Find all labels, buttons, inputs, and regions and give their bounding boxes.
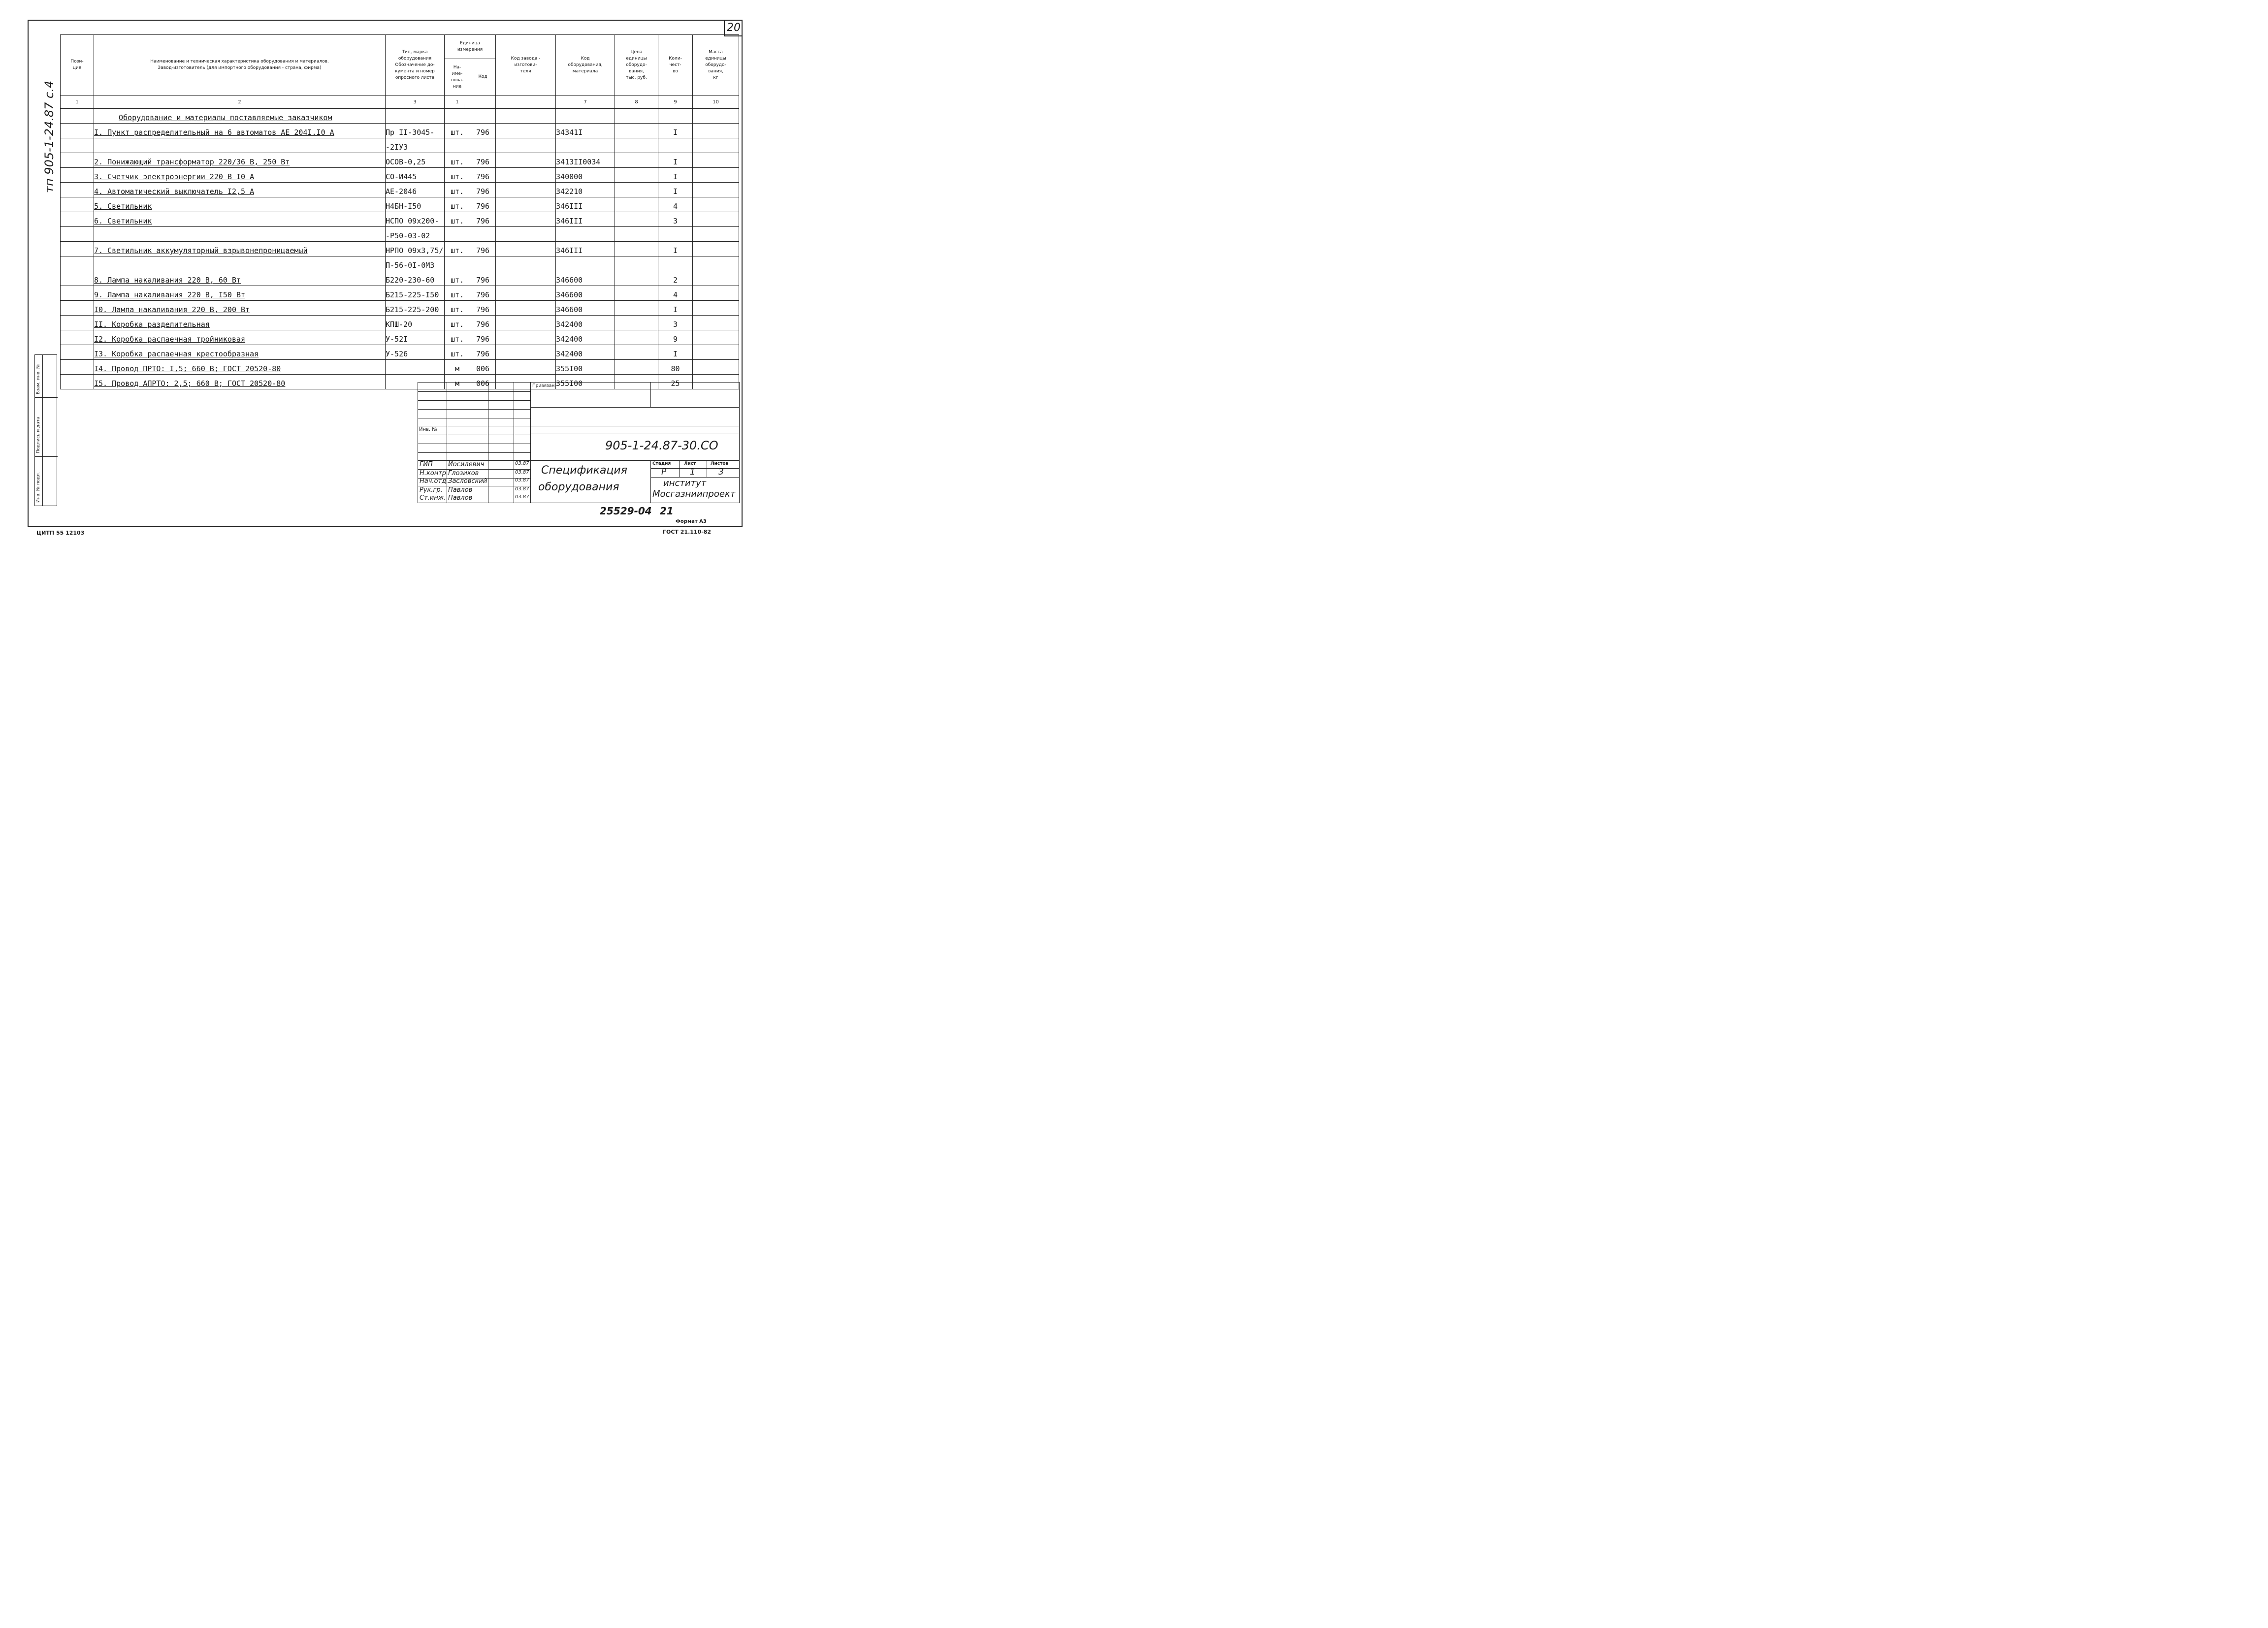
- tb-person-date: 03.87: [515, 478, 529, 483]
- cell-unit-code: 796: [470, 124, 496, 138]
- cell-equipment-code: [556, 138, 615, 153]
- cell-equipment-code: [556, 227, 615, 242]
- cell-unit: шт.: [445, 286, 470, 301]
- cell-plant-code: [496, 286, 556, 301]
- cell-plant-code: [496, 301, 556, 316]
- cell-plant-code: [496, 316, 556, 330]
- tb-stage-value: Р: [661, 467, 667, 477]
- page-number: 21: [660, 505, 674, 517]
- cell-plant-code: [496, 242, 556, 256]
- table-row: [61, 227, 739, 242]
- table-row: [61, 212, 739, 227]
- header-quantity: Коли- чест- во: [658, 35, 693, 96]
- cell-mass: [693, 227, 739, 242]
- header-name-line1: Наименование и техническая характеристика оборудования и материалов.: [150, 59, 329, 64]
- cell-position: [61, 301, 94, 316]
- header-unit-code: Код: [470, 59, 496, 96]
- cell-name: 3. Счетчик электроэнергии 220 В I0 А: [94, 168, 386, 183]
- col-number: 1: [445, 96, 470, 109]
- cell-unit: шт.: [445, 183, 470, 197]
- cell-mass: [693, 256, 739, 271]
- cell-type: Б215-225-I50: [386, 286, 445, 301]
- cell-equipment-code: 342210: [556, 183, 615, 197]
- table-row: [61, 197, 739, 212]
- cell-unit-code: 006: [470, 375, 496, 389]
- cell-type: Н4БН-I50: [386, 197, 445, 212]
- cell-equipment-code: 355I00: [556, 375, 615, 389]
- cell-plant-code: [496, 360, 556, 375]
- tb-org-line2: Мосгазниипроект: [652, 489, 736, 499]
- cell-quantity: I: [658, 168, 693, 183]
- cell-price: [615, 197, 658, 212]
- cell-plant-code: [496, 124, 556, 138]
- tb-person-role: Рук.гр.: [420, 486, 443, 494]
- tb-person-role: Нач.отд.: [420, 478, 449, 485]
- cell-type: Пр II-3045-: [386, 124, 445, 138]
- tb-inv-label: Инв. №: [419, 427, 437, 432]
- cell-unit-code: 796: [470, 330, 496, 345]
- cell-type: Б220-230-60: [386, 271, 445, 286]
- cell-equipment-code: 342400: [556, 316, 615, 330]
- cell-unit: [445, 227, 470, 242]
- cell-name: I5. Провод АПРТО: 2,5; 660 В; ГОСТ 20520-80: [94, 375, 386, 389]
- cell-name: 2. Понижающий трансформатор 220/36 В, 250 Вт: [94, 153, 386, 168]
- cell-quantity: 3: [658, 212, 693, 227]
- cell-type: АЕ-2046: [386, 183, 445, 197]
- cell-equipment-code: 346600: [556, 286, 615, 301]
- cell-position: [61, 153, 94, 168]
- tb-stage-label: Стадия: [652, 461, 671, 466]
- cell-type: Б215-225-200: [386, 301, 445, 316]
- cell-plant-code: [496, 197, 556, 212]
- cell-price: [615, 360, 658, 375]
- cell-unit: м: [445, 360, 470, 375]
- tb-privyazan-label: Привязан: [532, 383, 555, 388]
- cell-plant-code: [496, 227, 556, 242]
- cell-unit-code: 796: [470, 153, 496, 168]
- cell-quantity: 9: [658, 330, 693, 345]
- header-unit-group: Единица измерения: [445, 35, 496, 59]
- tb-org-line1: институт: [663, 478, 707, 488]
- cell-unit: шт.: [445, 242, 470, 256]
- col-number: 10: [693, 96, 739, 109]
- cell-position: [61, 138, 94, 153]
- cell-name: [94, 256, 386, 271]
- col-number: [470, 96, 496, 109]
- tb-person-date: 03.87: [515, 470, 529, 475]
- section-row: [61, 109, 739, 124]
- cell-plant-code: [496, 256, 556, 271]
- header-name-line2: Завод-изготовитель (для импортного оборудования - страна, фирма): [158, 65, 322, 70]
- cell-price: [615, 286, 658, 301]
- header-type: Тип, марка оборудования Обозначение до- кумента и номер опросного листа: [386, 35, 445, 96]
- cell-name: 8. Лампа накаливания 220 В, 60 Вт: [94, 271, 386, 286]
- cell-mass: [693, 197, 739, 212]
- tb-title-line2: оборудования: [538, 481, 619, 493]
- cell-quantity: I: [658, 345, 693, 360]
- header-equipment-code: Код оборудования, материала: [556, 35, 615, 96]
- cell-unit: шт.: [445, 197, 470, 212]
- cell-unit-code: 796: [470, 316, 496, 330]
- title-block: [418, 382, 740, 503]
- tb-title-line1: Спецификация: [541, 464, 627, 477]
- cell-quantity: 4: [658, 286, 693, 301]
- cell-mass: [693, 345, 739, 360]
- tb-person-name: Павлов: [448, 494, 473, 502]
- cell-name: [94, 227, 386, 242]
- cell-equipment-code: 342400: [556, 330, 615, 345]
- cell-unit-code: 006: [470, 360, 496, 375]
- cell-mass: [693, 360, 739, 375]
- cell-price: [615, 330, 658, 345]
- cell-position: [61, 360, 94, 375]
- table-row: [61, 316, 739, 330]
- cell-unit-code: 796: [470, 242, 496, 256]
- cell-price: [615, 227, 658, 242]
- tb-sheets-label: Листов: [711, 461, 729, 466]
- cell-equipment-code: 342400: [556, 345, 615, 360]
- cell-quantity: [658, 256, 693, 271]
- table-row: [61, 242, 739, 256]
- strip-label-inv: Инв. № подл.: [36, 472, 41, 503]
- cell-type: П-56-0I-0М3: [386, 256, 445, 271]
- tb-person-name: Засловский: [448, 478, 487, 485]
- cell-mass: [693, 330, 739, 345]
- table-row: [61, 138, 739, 153]
- tb-person-name: Глозиков: [448, 470, 479, 477]
- cell-position: [61, 316, 94, 330]
- cell-unit-code: 796: [470, 345, 496, 360]
- cell-price: [615, 256, 658, 271]
- cell-mass: [693, 138, 739, 153]
- cell-position: [61, 271, 94, 286]
- cell-name: 6. Светильник: [94, 212, 386, 227]
- cell-name: 5. Светильник: [94, 197, 386, 212]
- table-row: [61, 360, 739, 375]
- cell-name: I3. Коробка распаечная крестообразная: [94, 345, 386, 360]
- header-unit-name: На- име- нова- ние: [445, 59, 470, 96]
- cell-price: [615, 316, 658, 330]
- cell-mass: [693, 242, 739, 256]
- cell-equipment-code: 346III: [556, 242, 615, 256]
- cell-unit: шт.: [445, 330, 470, 345]
- cell-plant-code: [496, 271, 556, 286]
- cell-mass: [693, 316, 739, 330]
- cell-quantity: 4: [658, 197, 693, 212]
- cell-unit: шт.: [445, 168, 470, 183]
- section-title: Оборудование и материалы поставляемые заказчиком: [94, 109, 386, 124]
- cell-plant-code: [496, 138, 556, 153]
- cell-type: НРПО 09х3,75/: [386, 242, 445, 256]
- cell-name: 4. Автоматический выключатель I2,5 А: [94, 183, 386, 197]
- cell-name: 7. Светильник аккумуляторный взрывонепроницаемый: [94, 242, 386, 256]
- cell-unit: шт.: [445, 212, 470, 227]
- sheet-number: 20: [724, 21, 743, 36]
- cell-quantity: I: [658, 301, 693, 316]
- table-row: [61, 124, 739, 138]
- table-row: [61, 271, 739, 286]
- cell-equipment-code: 3413II0034: [556, 153, 615, 168]
- archive-number: 25529-04: [600, 505, 652, 517]
- cell-unit-code: [470, 256, 496, 271]
- cell-type: КПШ-20: [386, 316, 445, 330]
- cell-price: [615, 345, 658, 360]
- tb-person-date: 03.87: [515, 486, 529, 492]
- tb-sheet-label: Лист: [684, 461, 696, 466]
- cell-unit-code: 796: [470, 301, 496, 316]
- cell-equipment-code: 355I00: [556, 360, 615, 375]
- cell-position: [61, 124, 94, 138]
- side-project-code: тп 905-1-24.87 с.4: [42, 80, 56, 193]
- tb-person-name: Павлов: [448, 486, 473, 494]
- cell-mass: [693, 183, 739, 197]
- cell-quantity: 25: [658, 375, 693, 389]
- table-row: [61, 301, 739, 316]
- tb-person-role: ГИП: [420, 461, 433, 468]
- cell-unit-code: 796: [470, 271, 496, 286]
- cell-position: [61, 212, 94, 227]
- cell-name: II. Коробка разделительная: [94, 316, 386, 330]
- cell-unit: шт.: [445, 153, 470, 168]
- cell-plant-code: [496, 212, 556, 227]
- cell-type: ОСОВ-0,25: [386, 153, 445, 168]
- cell-quantity: I: [658, 124, 693, 138]
- table-row: [61, 286, 739, 301]
- cell-mass: [693, 301, 739, 316]
- col-number: 1: [61, 96, 94, 109]
- tb-person-role: Н.контр.: [420, 470, 449, 477]
- cell-unit-code: 796: [470, 197, 496, 212]
- cell-position: [61, 345, 94, 360]
- cell-position: [61, 183, 94, 197]
- cell-type: [386, 360, 445, 375]
- cell-type: -Р50-03-02: [386, 227, 445, 242]
- cell-unit: [445, 138, 470, 153]
- cell-position: [61, 227, 94, 242]
- tb-sheet-value: 1: [690, 467, 695, 477]
- cell-equipment-code: [556, 256, 615, 271]
- cell-unit-code: 796: [470, 286, 496, 301]
- cell-equipment-code: 346600: [556, 301, 615, 316]
- cell-mass: [693, 124, 739, 138]
- cell-unit: шт.: [445, 301, 470, 316]
- header-name: [94, 35, 386, 96]
- cell-quantity: 2: [658, 271, 693, 286]
- header-price: Цена единицы оборудо- вания, тыс. руб.: [615, 35, 658, 96]
- header-position: Пози- ция: [61, 35, 94, 96]
- cell-unit: шт.: [445, 271, 470, 286]
- cell-quantity: [658, 138, 693, 153]
- cell-mass: [693, 168, 739, 183]
- tb-drawing-code: 905-1-24.87-30.СО: [605, 439, 718, 452]
- table-row: [61, 345, 739, 360]
- cell-equipment-code: 346III: [556, 197, 615, 212]
- cell-equipment-code: 346III: [556, 212, 615, 227]
- cell-type: -2IУ3: [386, 138, 445, 153]
- cell-position: [61, 168, 94, 183]
- tb-person-date: 03.87: [515, 461, 529, 466]
- strip-label-replace: Взам. инв. №: [36, 364, 41, 394]
- cell-price: [615, 153, 658, 168]
- cell-name: I4. Провод ПРТО: I,5; 660 В; ГОСТ 20520-80: [94, 360, 386, 375]
- cell-price: [615, 271, 658, 286]
- table-row: [61, 153, 739, 168]
- cell-equipment-code: 346600: [556, 271, 615, 286]
- cell-plant-code: [496, 330, 556, 345]
- cell-type: У-526: [386, 345, 445, 360]
- table-row: [61, 256, 739, 271]
- cell-unit: шт.: [445, 124, 470, 138]
- cell-unit: шт.: [445, 345, 470, 360]
- cell-quantity: 80: [658, 360, 693, 375]
- approval-side-strip: [34, 354, 57, 506]
- tb-sheets-value: 3: [718, 467, 724, 477]
- cell-plant-code: [496, 345, 556, 360]
- cell-mass: [693, 286, 739, 301]
- cell-price: [615, 183, 658, 197]
- cell-unit-code: [470, 138, 496, 153]
- cell-position: [61, 286, 94, 301]
- cell-quantity: [658, 227, 693, 242]
- cell-mass: [693, 153, 739, 168]
- cell-mass: [693, 212, 739, 227]
- cell-name: I2. Коробка распаечная тройниковая: [94, 330, 386, 345]
- cell-unit: м: [445, 375, 470, 389]
- cipher-label: ЦИТП 55 12103: [36, 530, 85, 536]
- cell-equipment-code: 340000: [556, 168, 615, 183]
- cell-position: [61, 256, 94, 271]
- col-number: 8: [615, 96, 658, 109]
- cell-name: I0. Лампа накаливания 220 В, 200 Вт: [94, 301, 386, 316]
- cell-type: У-52I: [386, 330, 445, 345]
- cell-name: 9. Лампа накаливания 220 В, I50 Вт: [94, 286, 386, 301]
- cell-position: [61, 197, 94, 212]
- cell-type: СО-И445: [386, 168, 445, 183]
- cell-position: [61, 330, 94, 345]
- cell-unit-code: [470, 227, 496, 242]
- col-number: [496, 96, 556, 109]
- cell-name: [94, 138, 386, 153]
- table-row: [61, 330, 739, 345]
- cell-quantity: I: [658, 242, 693, 256]
- cell-unit: [445, 256, 470, 271]
- cell-equipment-code: 34341I: [556, 124, 615, 138]
- cell-unit-code: 796: [470, 212, 496, 227]
- col-number: 9: [658, 96, 693, 109]
- tb-person-name: Иосилевич: [448, 461, 485, 468]
- cell-price: [615, 124, 658, 138]
- cell-price: [615, 212, 658, 227]
- column-numbers-row: [61, 96, 739, 109]
- table-row: [61, 168, 739, 183]
- cell-name: I. Пункт распределительный на 6 автоматов АЕ 204I.I0 А: [94, 124, 386, 138]
- cell-price: [615, 242, 658, 256]
- cell-quantity: I: [658, 183, 693, 197]
- header-plant-code: Код завода - изготови- теля: [496, 35, 556, 96]
- cell-position: [61, 242, 94, 256]
- cell-unit-code: 796: [470, 168, 496, 183]
- cell-plant-code: [496, 168, 556, 183]
- cell-price: [615, 301, 658, 316]
- cell-plant-code: [496, 183, 556, 197]
- cell-quantity: I: [658, 153, 693, 168]
- cell-unit-code: 796: [470, 183, 496, 197]
- cell-position: [61, 375, 94, 389]
- cell-quantity: 3: [658, 316, 693, 330]
- table-row: [61, 183, 739, 197]
- strip-label-sign: Подпись и дата: [36, 416, 41, 453]
- gost-label: ГОСТ 21.110-82: [663, 529, 712, 535]
- cell-mass: [693, 271, 739, 286]
- col-number: 7: [556, 96, 615, 109]
- cell-unit: шт.: [445, 316, 470, 330]
- format-label: Формат А3: [676, 519, 707, 524]
- cell-plant-code: [496, 153, 556, 168]
- col-number: 2: [94, 96, 386, 109]
- tb-person-date: 03.87: [515, 494, 529, 500]
- col-number: 3: [386, 96, 445, 109]
- tb-person-role: Ст.инж.: [420, 494, 446, 502]
- cell-type: НСПО 09х200-: [386, 212, 445, 227]
- header-mass: Масса единицы оборудо- вания, кг: [693, 35, 739, 96]
- specification-table: [60, 34, 739, 389]
- cell-price: [615, 138, 658, 153]
- cell-price: [615, 168, 658, 183]
